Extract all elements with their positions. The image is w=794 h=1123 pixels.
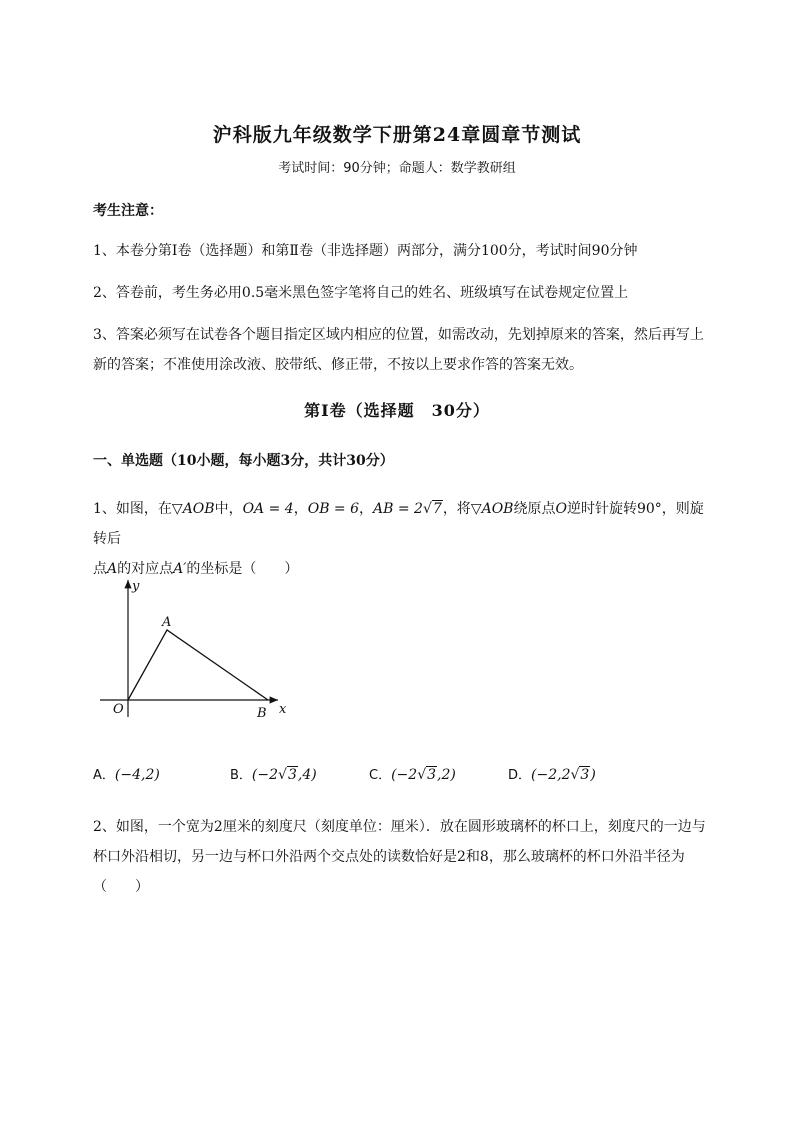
exam-info: 考试时间：90分钟；命题人：数学教研组	[278, 161, 516, 176]
option-value: (−2	[251, 767, 279, 783]
question-2: 2、如图，一个宽为2厘米的刻度尺（刻度单位：厘米）．放在圆形玻璃杯的杯口上，刻度尺的一边与杯口外沿相切，另一边与杯口外沿两个交点处的读数恰好是2和8，那么玻璃杯的杯口外沿半径为（ ）	[93, 819, 706, 895]
option-value: (−2,2	[531, 767, 571, 783]
option-radicand: 3	[580, 767, 590, 783]
q1-oa: OA = 4	[242, 501, 294, 517]
notice-item-1: 1、本卷分第I卷（选择题）和第Ⅱ卷（非选择题）两部分，满分100分，考试时间90分钟	[93, 243, 638, 259]
point-a-label: A	[162, 615, 172, 630]
section-title: 第I卷（选择题 30分）	[304, 401, 490, 420]
q1-text: 1、如图，在	[93, 501, 172, 517]
option-radicand: 3	[427, 767, 437, 783]
q1-triangle: ▽AOB	[171, 501, 215, 517]
point-b-label: B	[257, 706, 267, 721]
notice-item-2: 2、答卷前，考生务必用0.5毫米黑色签字笔将自己的姓名、班级填写在试卷规定位置上	[93, 285, 629, 301]
q1-text: 中，	[214, 501, 243, 517]
q1-text: 的对应点	[117, 561, 174, 577]
q1-text: 点	[93, 561, 107, 577]
q1-point-a: A	[107, 561, 118, 577]
q1-text: 逆时针旋转90°，则旋转后	[93, 501, 704, 547]
option-value: )	[590, 767, 596, 783]
origin-label: O	[113, 702, 124, 717]
sqrt-sign: √	[570, 767, 580, 783]
q1-ob: OB = 6	[307, 501, 360, 517]
q1-point-a-prime: A′	[173, 561, 187, 577]
q1-sep: ，	[359, 501, 374, 517]
option-b[interactable]	[230, 764, 317, 783]
q1-triangle: ▽AOB	[470, 501, 514, 517]
part-heading: 一、单选题（10小题，每小题3分，共计30分）	[93, 453, 394, 469]
option-value: (−2	[391, 767, 418, 783]
q1-text: 绕原点	[513, 501, 556, 517]
q1-sep: ，	[293, 501, 308, 517]
option-value: ,4)	[297, 767, 317, 783]
option-c[interactable]	[369, 764, 456, 783]
question-1	[93, 494, 713, 584]
notice-heading: 考生注意：	[93, 203, 163, 219]
y-axis-label: y	[132, 579, 140, 594]
x-axis-label: x	[279, 702, 287, 717]
notice-item-3: 3、答案必须写在试卷各个题目指定区域内相应的位置，如需改动，先划掉原来的答案，然后再写上新的答案；不准使用涂改液、胶带纸、修正带，不按以上要求作答的答案无效。	[93, 327, 704, 373]
q1-text: ，将	[442, 501, 471, 517]
sqrt-sign: √	[417, 767, 427, 783]
q1-origin: O	[555, 501, 567, 517]
sqrt-sign: √	[278, 767, 287, 783]
q1-figure	[100, 572, 300, 722]
option-value: ,2)	[437, 767, 456, 783]
page-title: 沪科版九年级数学下册第24章圆章节测试	[212, 124, 582, 146]
q1-ab: AB = 2	[373, 501, 423, 517]
option-letter: C．	[369, 768, 392, 783]
sqrt-sign: √	[422, 501, 432, 517]
option-letter: A．	[93, 768, 115, 783]
option-letter: B．	[230, 768, 252, 783]
option-value: (−4,2)	[114, 767, 160, 783]
option-a[interactable]	[93, 764, 160, 783]
q1-ab-radicand: 7	[432, 501, 442, 517]
q1-text: 的坐标是（ ）	[186, 561, 299, 577]
option-letter: D．	[508, 768, 532, 783]
option-d[interactable]	[508, 764, 596, 783]
triangle-aob	[128, 630, 268, 700]
option-radicand: 3	[287, 767, 297, 783]
